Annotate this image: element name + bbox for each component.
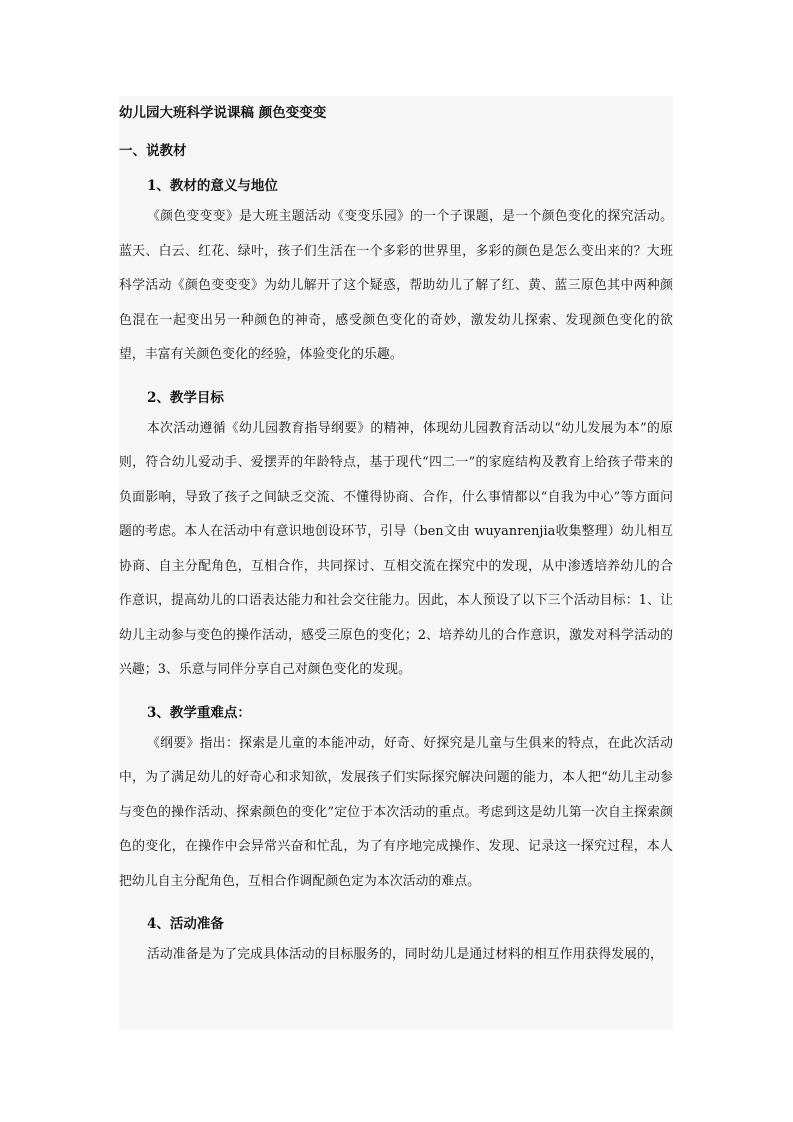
paragraph-key-difficult-points: 《纲要》指出：探索是儿童的本能冲动，好奇、好探究是儿童与生俱来的特点，在此次活动中，为了满足幼儿的好奇心和求知欲，发展孩子们实际探究解决问题的能力，本人把“幼儿主动参与变色的操作活动、探索颜色的变化”定位于本次活动的重点。考虑到这是幼儿第一次自主探索颜色的变化，在操作中会异常兴奋和忙乱，为了有序地完成操作、发现、记录这一探究过程，本人把幼儿自主分配角色，互相合作调配颜色定为本次活动的难点。 — [119, 735, 673, 889]
sub-heading-key-difficult-points: 3、教学重难点： — [147, 704, 251, 721]
document-title: 幼儿园大班科学说课稿 颜色变变变 — [119, 105, 327, 121]
sub-heading-teaching-goals: 2、教学目标 — [147, 389, 224, 406]
document-content — [119, 104, 673, 973]
document-page — [119, 96, 673, 1030]
paragraph-teaching-goals: 本次活动遵循《幼儿园教育指导纲要》的精神，体现幼儿园教育活动以“幼儿发展为本”的原则，符合幼儿爱动手、爱摆弄的年龄特点，基于现代“四二一”的家庭结构及教育上给孩子带来的负面影响，导致了孩子之间缺乏交流、不懂得协商、合作，什么事情都以“自我为中心”等方面问题的考虑。本人在活动中有意识地创设环节，引导（ben文由 wuyanrenjia收集整理）幼儿相互协商、自主分配角色，互相合作，共同探讨、互相交流在探究中的发现，从中渗透培养幼儿的合作意识，提高幼儿的口语表达能力和社会交往能力。因此，本人预设了以下三个活动目标：1、让幼儿主动参与变色的操作活动，感受三原色的变化；2、培养幼儿的合作意识，激发对科学活动的兴趣；3、乐意与同伴分享自己对颜色变化的发现。 — [119, 420, 673, 677]
paragraph-activity-preparation: 活动准备是为了完成具体活动的目标服务的，同时幼儿是通过材料的相互作用获得发展的， — [147, 947, 663, 962]
paragraph-significance: 《颜色变变变》是大班主题活动《变变乐园》的一个子课题，是一个颜色变化的探究活动。蓝天、白云、红花、绿叶，孩子们生活在一个多彩的世界里，多彩的颜色是怎么变出来的？大班科学活动《颜色变变变》为幼儿解开了这个疑惑，帮助幼儿了解了红、黄、蓝三原色其中两种颜色混在一起变出另一种颜色的神奇，感受颜色变化的奇妙，激发幼儿探索、发现颜色变化的欲望，丰富有关颜色变化的经验，体验变化的乐趣。 — [119, 209, 673, 362]
sub-heading-activity-preparation: 4、活动准备 — [147, 916, 224, 932]
sub-heading-significance: 1、教材的意义与地位 — [147, 178, 278, 194]
section-heading-teaching-material: 一、说教材 — [119, 143, 187, 159]
